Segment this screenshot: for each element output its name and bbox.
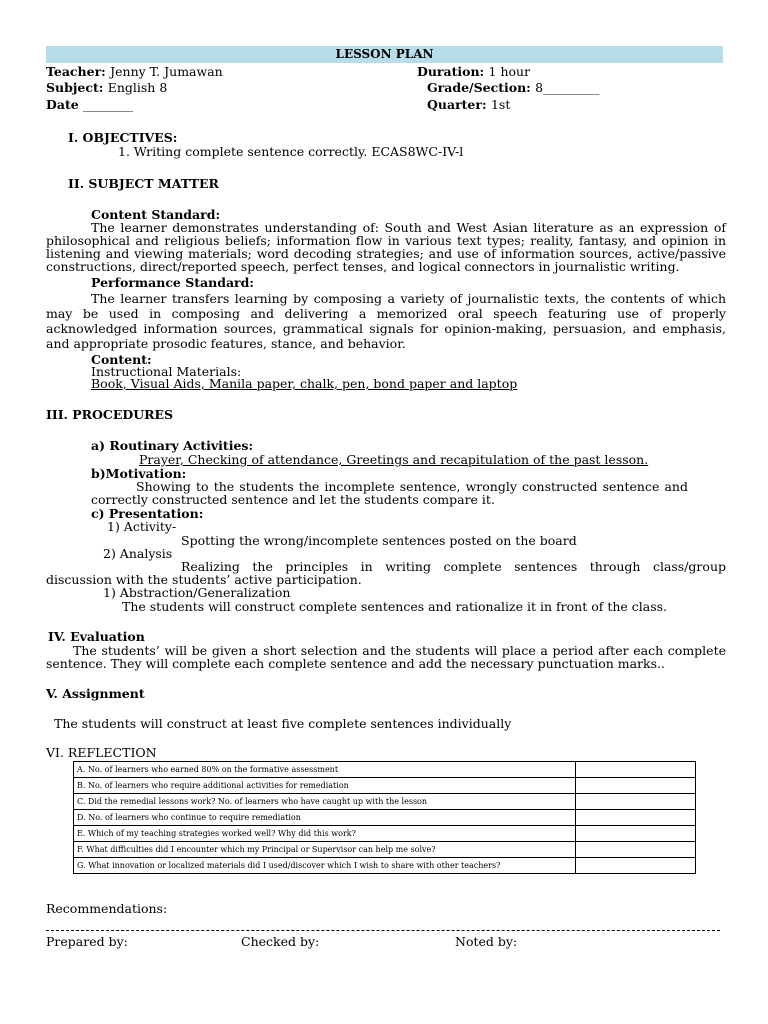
date-label: Date — [46, 97, 79, 112]
analysis-label: 2) Analysis — [103, 546, 173, 561]
activity-text: Spotting the wrong/incomplete sentences posted on the board — [181, 533, 577, 548]
materials-text: Book, Visual Aids, Manila paper, chalk, pen, bond paper and laptop — [91, 376, 518, 391]
abstraction-label: 1) Abstraction/Generalization — [103, 585, 291, 600]
noted-by-label: Noted by: — [455, 934, 518, 949]
quarter-value: 1st — [490, 97, 511, 112]
reflection-answer-cell[interactable] — [576, 794, 696, 810]
table-row — [74, 810, 696, 826]
reflection-question: G. What innovation or localized materials did I used/discover which I wish to share with other teachers? — [74, 858, 576, 874]
subject-row — [46, 81, 167, 94]
date-row — [46, 98, 133, 111]
routine-text: Prayer, Checking of attendance, Greetings and recapitulation of the past lesson. — [139, 452, 649, 467]
assignment-text: The students will construct at least five complete sentences individually — [54, 716, 512, 731]
performance-standard-text: The learner transfers learning by composing a variety of journalistic texts, the contents of which may be used in composing and delivering a memorized oral speech featuring use of properly acknowledged information sources, grammatical signals for opinion-making, persuasion, and emphasis, and appropriate prosodic features, stance, and behavior. — [46, 291, 726, 351]
motivation-text: Showing to the students the incomplete sentence, wrongly constructed sentence and correctly constructed sentence and let the students compare it. — [91, 479, 688, 507]
content-standard-label: Content Standard: — [91, 207, 221, 222]
teacher-row — [46, 65, 223, 78]
reflection-table — [73, 761, 696, 874]
subject-label: Subject: — [46, 80, 104, 95]
table-row — [74, 794, 696, 810]
grade-value: 8_________ — [535, 80, 600, 95]
teacher-value: Jenny T. Jumawan — [110, 64, 223, 79]
reflection-answer-cell[interactable] — [576, 842, 696, 858]
table-row — [74, 842, 696, 858]
reflection-answer-cell[interactable] — [576, 858, 696, 874]
recommendations-label: Recommendations: — [46, 901, 168, 916]
reflection-answer-cell[interactable] — [576, 810, 696, 826]
teacher-label: Teacher: — [46, 64, 106, 79]
routine-label: a) Routinary Activities: — [91, 438, 254, 453]
content-standard-text: The learner demonstrates understanding of: South and West Asian literature as an expression of philosophical and religious beliefs; information flow in various text types; reality, fantasy, and opinion in listening and viewing materials; word decoding strategies; and use of information sources, active/passive constructions, direct/reported speech, perfect tenses, and logical connectors in journalistic writing. — [46, 220, 726, 274]
table-row — [74, 858, 696, 874]
reflection-answer-cell[interactable] — [576, 778, 696, 794]
duration-row — [417, 65, 530, 78]
performance-standard-label: Performance Standard: — [91, 275, 255, 290]
reflection-heading: VI. REFLECTION — [46, 745, 157, 760]
analysis-text: Realizing the principles in writing complete sentences through class/group discussion with the students’ active participation. — [46, 559, 726, 587]
subject-matter-heading: II. SUBJECT MATTER — [68, 176, 219, 191]
grade-row — [427, 81, 599, 94]
procedures-heading: III. PROCEDURES — [46, 407, 174, 422]
activity-label: 1) Activity- — [107, 519, 177, 534]
quarter-label: Quarter: — [427, 97, 487, 112]
reflection-question: D. No. of learners who continue to require remediation — [74, 810, 576, 826]
evaluation-text: The students’ will be given a short selection and the students will place a period after each complete sentence. They will complete each complete sentence and add the necessary punctuation marks.. — [46, 643, 726, 671]
subject-value: English 8 — [107, 80, 168, 95]
date-value: ________ — [83, 97, 134, 112]
signature-divider — [46, 930, 720, 931]
reflection-question: C. Did the remedial lessons work? No. of learners who have caught up with the lesson — [74, 794, 576, 810]
objectives-heading: I. OBJECTIVES: — [68, 130, 178, 145]
evaluation-heading: IV. Evaluation — [48, 629, 145, 644]
content-label: Content: — [91, 352, 152, 367]
table-row — [74, 762, 696, 778]
table-row — [74, 778, 696, 794]
reflection-answer-cell[interactable] — [576, 826, 696, 842]
grade-label: Grade/Section: — [427, 80, 531, 95]
checked-by-label: Checked by: — [241, 934, 320, 949]
lesson-plan-title: LESSON PLAN — [46, 46, 723, 63]
objective-item: 1. Writing complete sentence correctly. ECAS8WC-IV-l — [118, 144, 464, 159]
duration-value: 1 hour — [488, 64, 531, 79]
materials-label: Instructional Materials: — [91, 364, 242, 379]
assignment-heading: V. Assignment — [46, 686, 145, 701]
motivation-label: b)Motivation: — [91, 466, 187, 481]
reflection-question: E. Which of my teaching strategies worked well? Why did this work? — [74, 826, 576, 842]
reflection-question: F. What difficulties did I encounter which my Principal or Supervisor can help me solve? — [74, 842, 576, 858]
reflection-answer-cell[interactable] — [576, 762, 696, 778]
reflection-question: A. No. of learners who earned 80% on the formative assessment — [74, 762, 576, 778]
table-row — [74, 826, 696, 842]
abstraction-text: The students will construct complete sentences and rationalize it in front of the class. — [122, 599, 668, 614]
presentation-label: c) Presentation: — [91, 506, 204, 521]
quarter-row — [427, 98, 510, 111]
reflection-question: B. No. of learners who require additional activities for remediation — [74, 778, 576, 794]
duration-label: Duration: — [417, 64, 485, 79]
prepared-by-label: Prepared by: — [46, 934, 128, 949]
